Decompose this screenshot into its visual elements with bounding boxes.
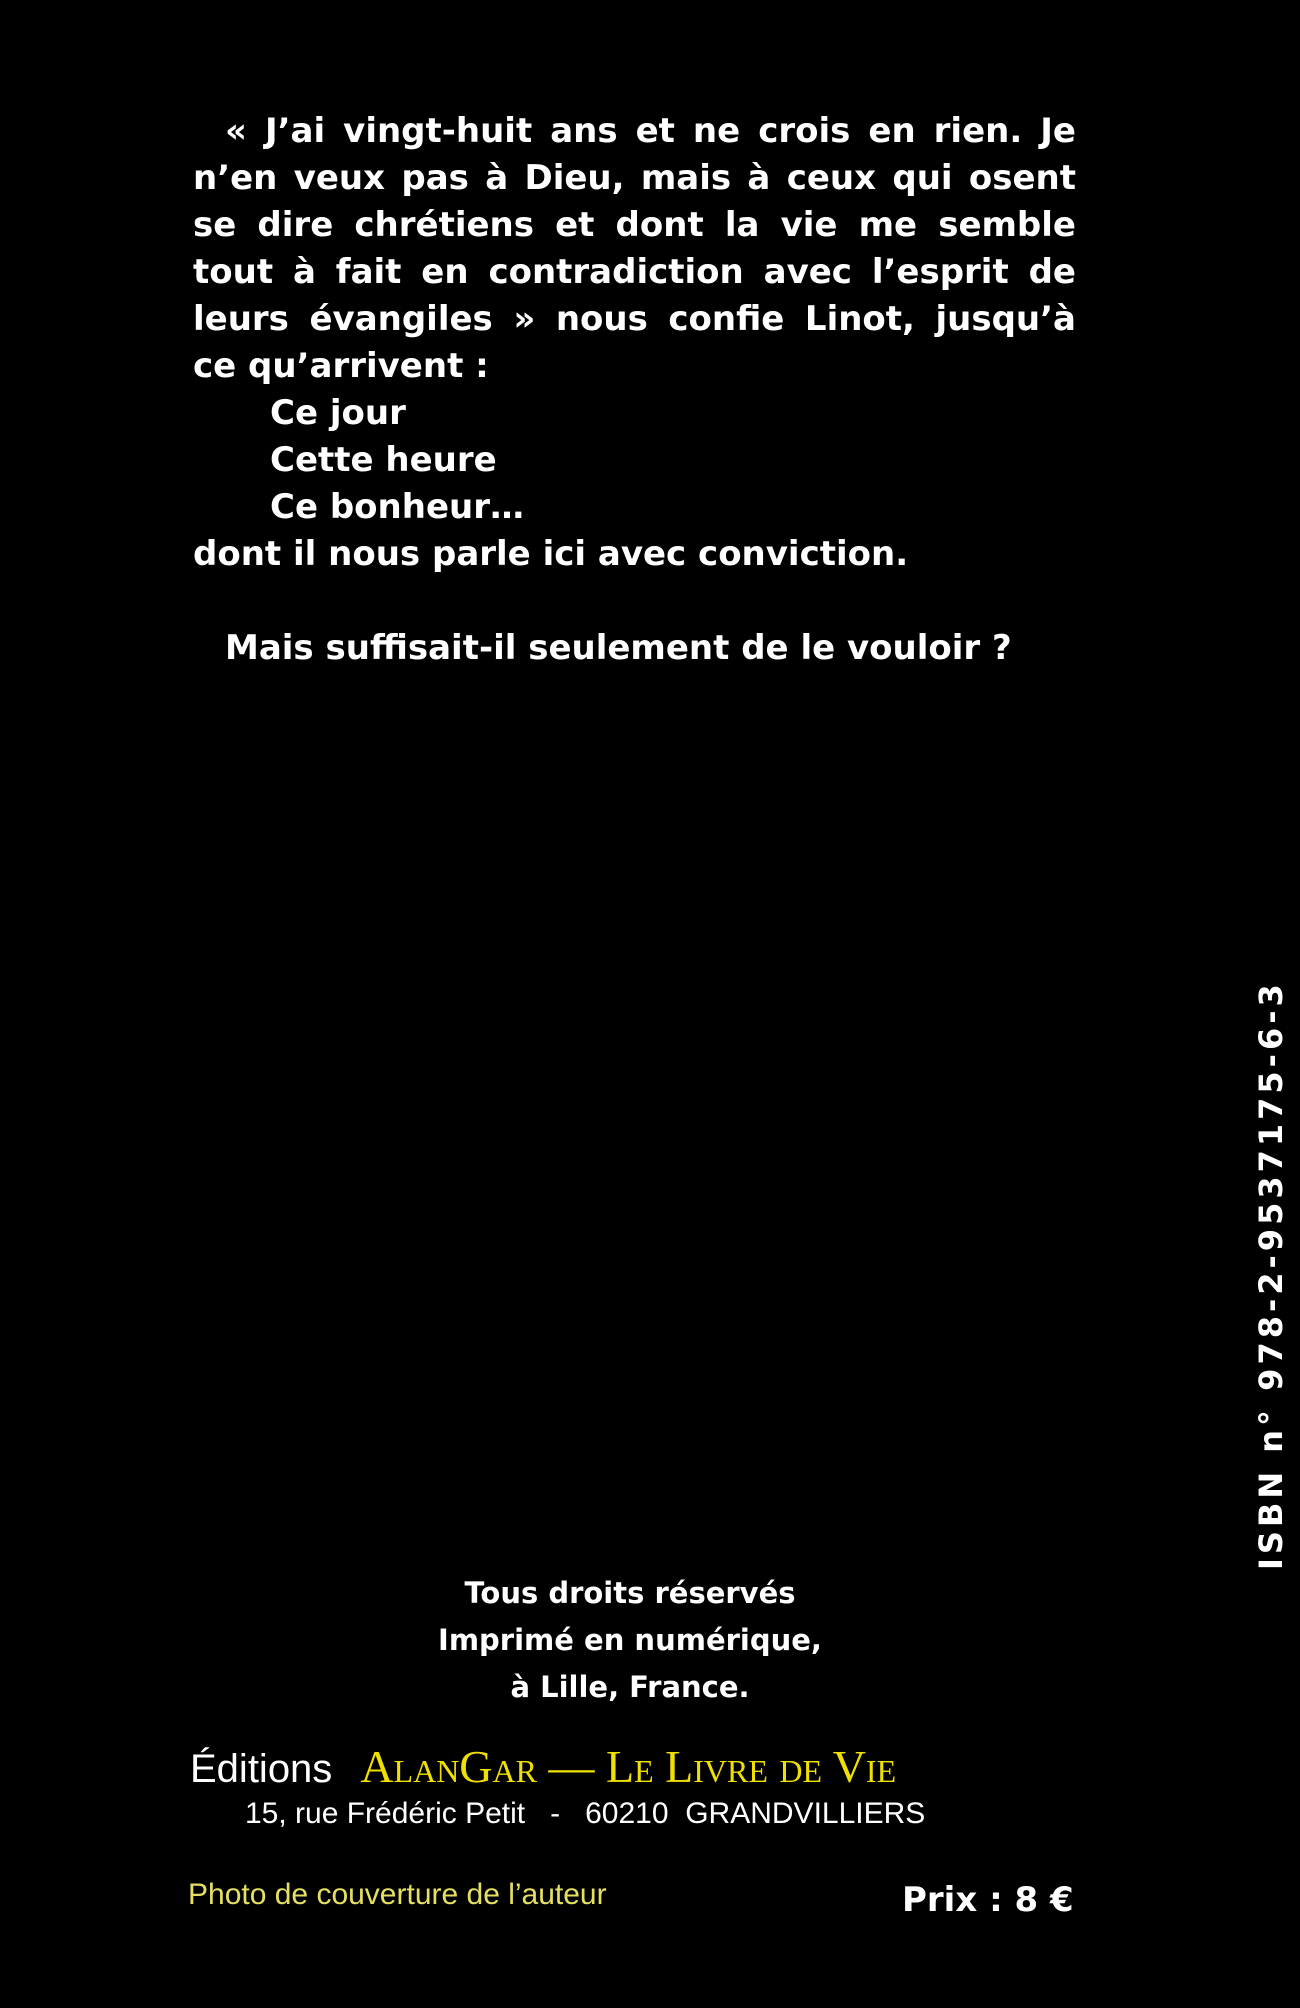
rights-notice (0, 1570, 1260, 1711)
back-cover-blurb (193, 108, 1076, 672)
rights-line-location: à Lille, France. (510, 1670, 750, 1704)
rights-line-printed: Imprimé en numérique, (438, 1623, 822, 1657)
publisher-address: 15, rue Frédéric Petit - 60210 GRANDVILLIERS (245, 1797, 926, 1830)
price: Prix : 8 € (902, 1880, 1074, 1920)
publisher-label: Éditions (190, 1747, 333, 1791)
isbn-number: ISBN n° 978-2-9537175-6-3 (1252, 980, 1290, 1570)
blurb-line-ce-jour: Ce jour (270, 393, 406, 433)
blurb-line-ce-bonheur: Ce bonheur… (270, 487, 524, 527)
blurb-question: Mais suffisait-il seulement de le vouloir ? (225, 628, 1012, 668)
rights-line-reserved: Tous droits réservés (464, 1576, 796, 1610)
blurb-closing: dont il nous parle ici avec conviction. (193, 534, 909, 574)
photo-credit: Photo de couverture de l’auteur (188, 1878, 607, 1911)
blurb-gap (193, 578, 1076, 625)
publisher-line (190, 1740, 1090, 1793)
blurb-line-cette-heure: Cette heure (270, 440, 497, 480)
blurb-paragraph: « J’ai vingt-huit ans et ne crois en rien. Je n’en veux pas à Dieu, mais à ceux qui osent se dire chrétiens et dont la vie me semble tout à fait en contradiction avec l’esprit de leurs évangiles » nous confie Linot, jusqu’à ce qu’arrivent : (193, 111, 1076, 386)
publisher-brand: AlanGar — Le Livre de Vie (360, 1741, 897, 1792)
